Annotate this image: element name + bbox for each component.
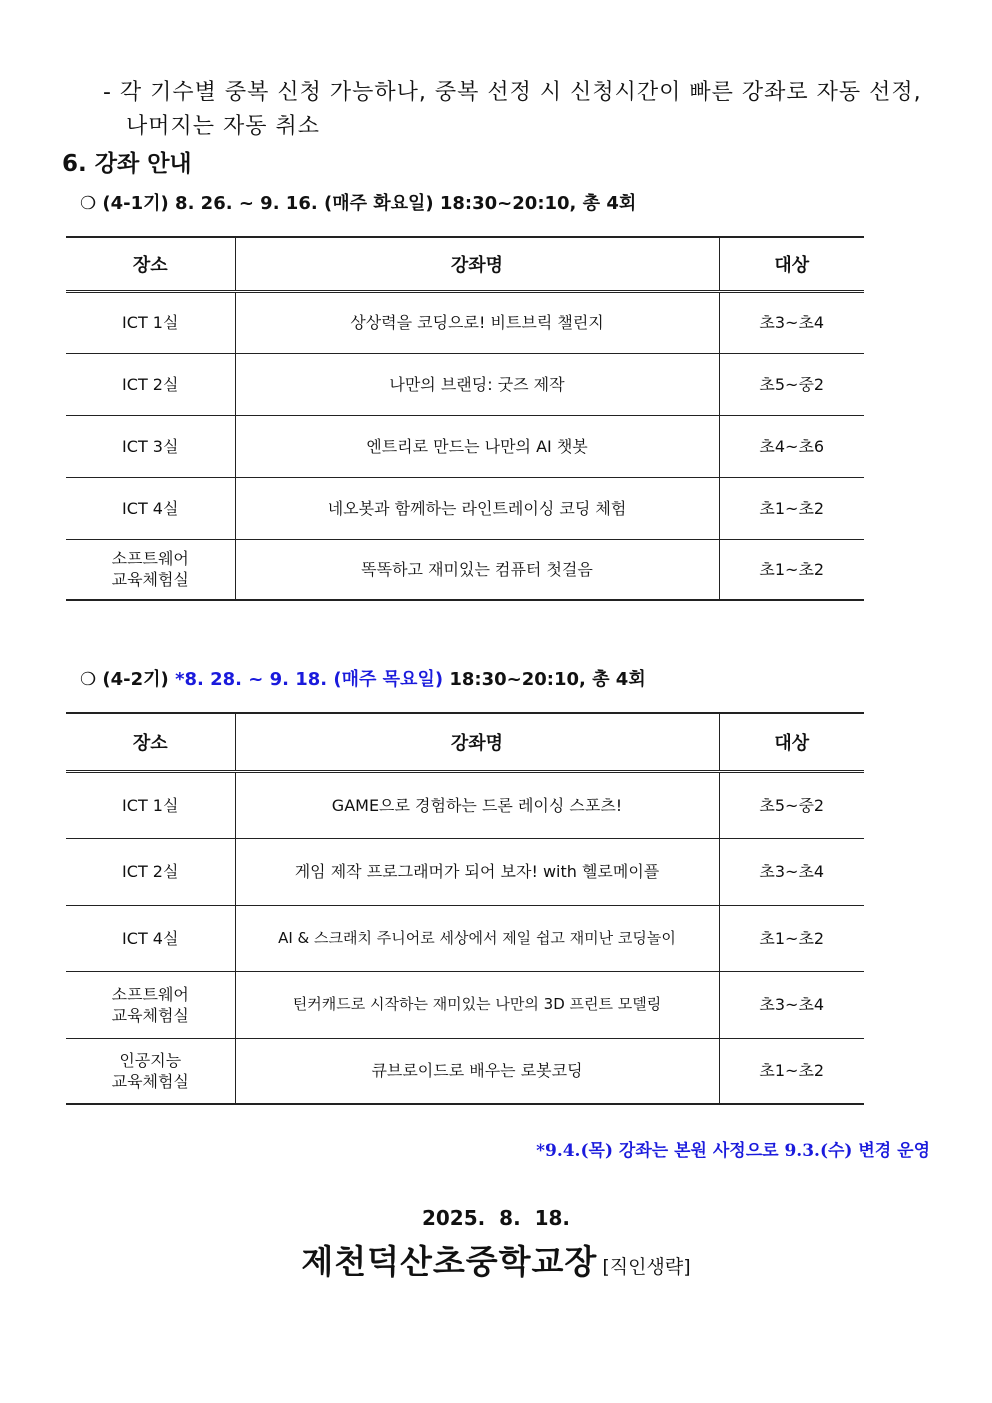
table-row — [66, 415, 864, 477]
table-row — [66, 905, 864, 971]
place-cell: ICT 1실 — [66, 771, 235, 838]
column-header-course: 강좌명 — [235, 713, 719, 771]
column-header-place: 장소 — [66, 713, 235, 771]
course-cell: AI & 스크래치 주니어로 세상에서 제일 쉽고 재미난 코딩놀이 — [235, 905, 719, 971]
circle-bullet-icon: ❍ — [80, 193, 97, 214]
session-1-table — [66, 236, 864, 601]
target-cell: 초1~초2 — [719, 1038, 864, 1104]
course-cell: 똑똑하고 재미있는 컴퓨터 첫걸음 — [235, 539, 719, 600]
column-header-target: 대상 — [719, 237, 864, 291]
signer-name: 제천덕산초중학교장 — [301, 1242, 598, 1281]
session-2-label-highlight: *8. 28. ~ 9. 18. (매주 목요일) — [175, 669, 444, 690]
circle-bullet-icon: ❍ — [80, 669, 97, 690]
column-header-target: 대상 — [719, 713, 864, 771]
course-cell: 큐브로이드로 배우는 로봇코딩 — [235, 1038, 719, 1104]
session-2-table — [66, 712, 864, 1105]
session-1-label: (4-1기) 8. 26. ~ 9. 16. (매주 화요일) 18:30~20:10, 총 4회 — [102, 193, 637, 214]
intro-note-line-2: 나머지는 자동 취소 — [126, 114, 321, 139]
place-cell: ICT 1실 — [66, 291, 235, 353]
schedule-change-footnote: *9.4.(목) 강좌는 본원 사정으로 9.3.(수) 변경 운영 — [536, 1141, 930, 1161]
target-cell: 초1~초2 — [719, 905, 864, 971]
target-cell: 초3~초4 — [719, 838, 864, 905]
place-cell: ICT 2실 — [66, 353, 235, 415]
target-cell: 초3~초4 — [719, 291, 864, 353]
table-row — [66, 353, 864, 415]
place-cell — [66, 1038, 235, 1104]
place-cell: ICT 4실 — [66, 905, 235, 971]
table-row — [66, 477, 864, 539]
place-cell: ICT 3실 — [66, 415, 235, 477]
course-cell: 상상력을 코딩으로! 비트브릭 챌린지 — [235, 291, 719, 353]
course-cell: 게임 제작 프로그래머가 되어 보자! with 헬로메이플 — [235, 838, 719, 905]
course-cell: 나만의 브랜딩: 굿즈 제작 — [235, 353, 719, 415]
table-row — [66, 1038, 864, 1104]
place-line-1: 인공지능 — [119, 1050, 182, 1070]
section-title: 6. 강좌 안내 — [62, 151, 192, 177]
place-cell: ICT 2실 — [66, 838, 235, 905]
place-cell — [66, 971, 235, 1038]
target-cell: 초4~초6 — [719, 415, 864, 477]
table-row — [66, 291, 864, 353]
table-row — [66, 771, 864, 838]
session-1-heading — [80, 189, 636, 215]
place-cell — [66, 539, 235, 600]
place-line-2: 교육체험실 — [111, 1071, 189, 1091]
session-2-heading — [80, 665, 646, 691]
target-cell: 초3~초4 — [719, 971, 864, 1038]
course-cell: 틴커캐드로 시작하는 재미있는 나만의 3D 프린트 모델링 — [235, 971, 719, 1038]
document-date: 2025. 8. 18. — [421, 1206, 571, 1230]
column-header-course: 강좌명 — [235, 237, 719, 291]
session-2-label-prefix: (4-2기) — [102, 669, 169, 690]
table-row — [66, 838, 864, 905]
course-cell: 네오봇과 함께하는 라인트레이싱 코딩 체험 — [235, 477, 719, 539]
target-cell: 초1~초2 — [719, 539, 864, 600]
course-cell: GAME으로 경험하는 드론 레이싱 스포츠! — [235, 771, 719, 838]
intro-note-line-1: - 각 기수별 중복 신청 가능하나, 중복 선정 시 신청시간이 빠른 강좌로 자동 선정, — [103, 80, 922, 105]
place-cell: ICT 4실 — [66, 477, 235, 539]
place-line-2: 교육체험실 — [111, 570, 189, 590]
place-line-1: 소프트웨어 — [111, 549, 189, 569]
table-row — [66, 971, 864, 1038]
target-cell: 초1~초2 — [719, 477, 864, 539]
target-cell: 초5~중2 — [719, 353, 864, 415]
table-row — [66, 539, 864, 600]
target-cell: 초5~중2 — [719, 771, 864, 838]
seal-omitted-note: [직인생략] — [602, 1256, 691, 1278]
column-header-place: 장소 — [66, 237, 235, 291]
place-line-2: 교육체험실 — [111, 1005, 189, 1025]
place-line-1: 소프트웨어 — [111, 984, 189, 1004]
course-cell: 엔트리로 만드는 나만의 AI 챗봇 — [235, 415, 719, 477]
session-2-label-suffix: 18:30~20:10, 총 4회 — [449, 669, 646, 690]
signature-block — [0, 1236, 992, 1283]
